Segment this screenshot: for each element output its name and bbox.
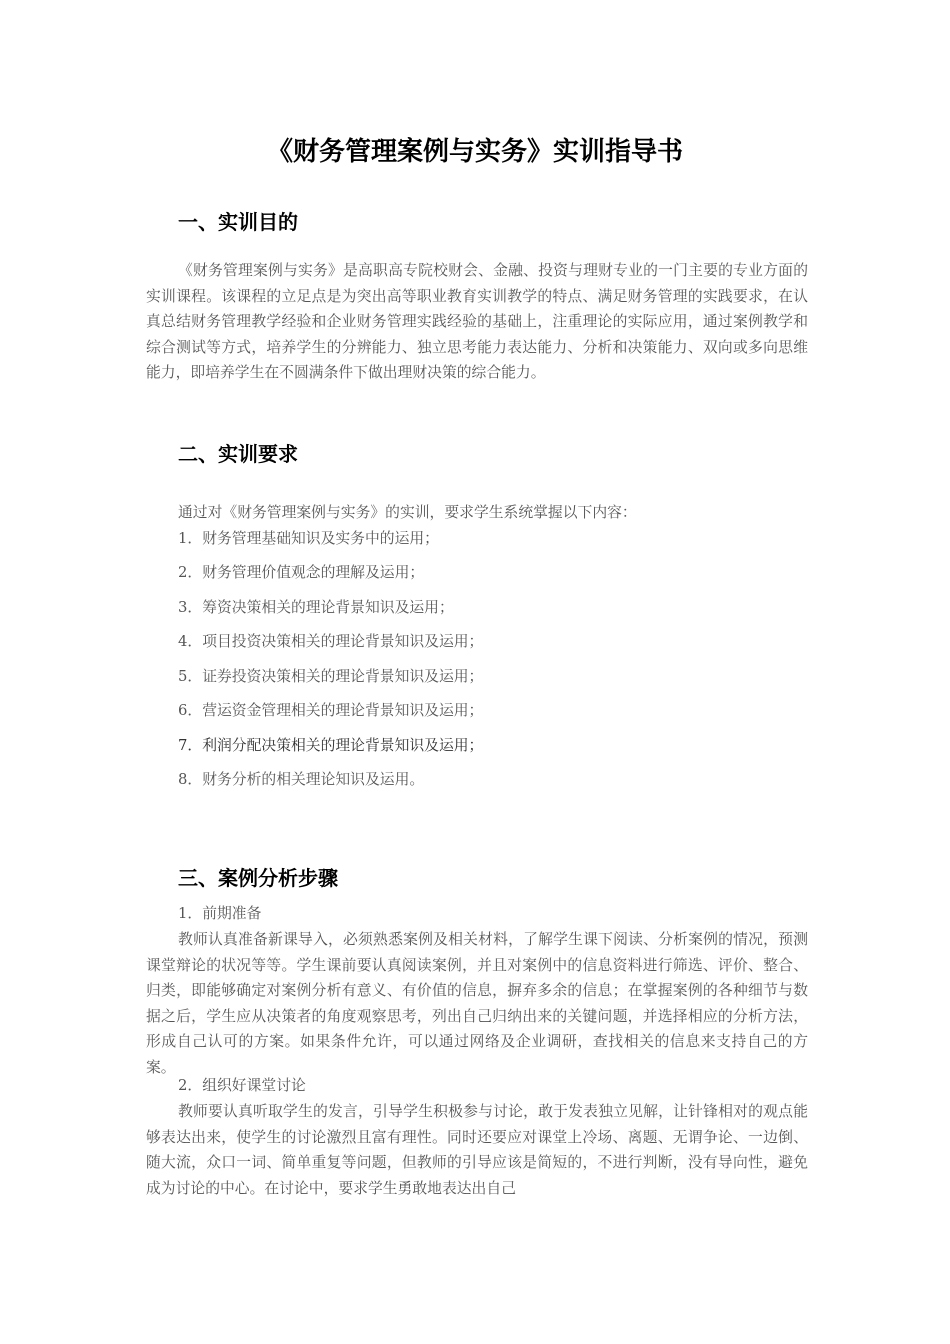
section-heading-objective: 一、实训目的 <box>178 210 298 234</box>
requirement-item: 8．财务分析的相关理论知识及运用。 <box>178 771 425 788</box>
requirement-item: 3．筹资决策相关的理论背景知识及运用； <box>178 599 454 616</box>
requirements-intro: 通过对《财务管理案例与实务》的实训，要求学生系统掌握以下内容： <box>178 504 637 521</box>
step1-paragraph: 教师认真准备新课导入，必须熟悉案例及相关材料，了解学生课下阅读、分析案例的情况，预测课堂辩论的状况等等。学生课前要认真阅读案例，并且对案例中的信息资料进行筛选、评价、整合、归类，即能够确定对案例分析有意义、有价值的信息，摒弃多余的信息；在掌握案例的各种细节与数据之后，学生应从决策者的角度观察思考，列出自己归纳出来的关键问题，并选择相应的分析方法，形成自己认可的方案。如果条件允许，可以通过网络及企业调研，查找相关的信息来支持自己的方案。 <box>146 931 808 1076</box>
requirement-item: 4．项目投资决策相关的理论背景知识及运用； <box>178 633 484 650</box>
document-title: 《财务管理案例与实务》实训指导书 <box>266 137 683 167</box>
section-heading-case-steps: 三、案例分析步骤 <box>178 866 338 890</box>
step2-paragraph: 教师要认真听取学生的发言，引导学生积极参与讨论，敢于发表独立见解，让针锋相对的观点能够表达出来，使学生的讨论激烈且富有理性。同时还要应对课堂上冷场、离题、无谓争论、一边倒、随大流，众口一词、简单重复等问题，但教师的引导应该是简短的，不进行判断，没有导向性，避免成为讨论的中心。在讨论中，要求学生勇敢地表达出自己 <box>146 1103 808 1197</box>
requirement-item: 5．证券投资决策相关的理论背景知识及运用； <box>178 668 484 685</box>
step2-title: 2．组织好课堂讨论 <box>178 1077 306 1094</box>
requirement-item: 1．财务管理基础知识及实务中的运用； <box>178 530 439 547</box>
requirement-item: 2．财务管理价值观念的理解及运用； <box>178 564 425 581</box>
step1-title: 1．前期准备 <box>178 905 262 922</box>
requirement-item: 7．利润分配决策相关的理论背景知识及运用； <box>178 737 484 754</box>
requirement-item: 6．营运资金管理相关的理论背景知识及运用； <box>178 702 484 719</box>
objective-paragraph: 《财务管理案例与实务》是高职高专院校财会、金融、投资与理财专业的一门主要的专业方面的实训课程。该课程的立足点是为突出高等职业教育实训教学的特点、满足财务管理的实践要求，在认真总结财务管理教学经验和企业财务管理实践经验的基础上，注重理论的实际应用，通过案例教学和综合测试等方式，培养学生的分辨能力、独立思考能力表达能力、分析和决策能力、双向或多向思维能力，即培养学生在不圆满条件下做出理财决策的综合能力。 <box>146 262 808 381</box>
section-heading-requirements: 二、实训要求 <box>178 442 298 466</box>
